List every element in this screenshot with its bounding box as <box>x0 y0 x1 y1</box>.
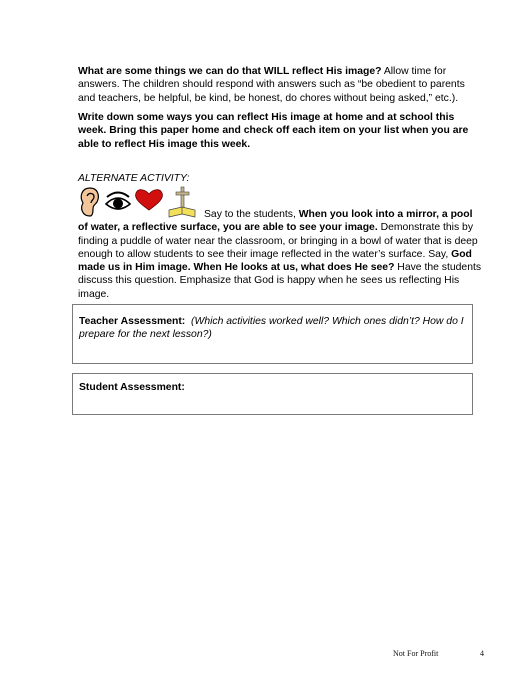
page-number: 4 <box>480 649 484 658</box>
eye-icon <box>106 193 130 210</box>
heart-icon <box>136 190 163 210</box>
paragraph-reflect-question <box>78 65 483 105</box>
paragraph-write-down: Write down some ways you can reflect His image at home and at school this week. Bring this paper home and check off each item on your list when you are able to reflect His image this week. <box>78 112 469 150</box>
teacher-assessment-question: (Which activities worked well? Which ones didn’t? How do I prepare for the next lesson?) <box>79 316 464 341</box>
instruction-say: Say to the students, <box>204 209 299 220</box>
alternate-activity-label: ALTERNATE ACTIVITY: <box>78 173 190 184</box>
teacher-assessment-box <box>72 304 473 364</box>
footer-note: Not For Profit <box>393 649 439 658</box>
reflect-answers: Allow time for answers. The children should respond with answers such as “be obedient to parents and teachers, be helpful, be kind, be honest, do chores without being asked,” etc.). <box>78 66 465 104</box>
reflect-question: What are some things we can do that WILL reflect His image? <box>78 66 382 77</box>
discussion-text: Have the students discuss this question. Emphasize that God is happy when he sees us reflecting His image. <box>78 262 482 300</box>
teacher-assessment-text <box>79 315 464 342</box>
student-assessment-label: Student Assessment: <box>79 382 185 393</box>
demonstration-text: Demonstrate this by finding a puddle of water near the classroom, or bringing in a bowl of water that is deep enough to allow students to see their image reflected in the water’s surface. Say, <box>78 222 478 260</box>
student-assessment-box <box>72 373 473 415</box>
teacher-assessment-label: Teacher Assessment: <box>79 316 186 327</box>
paragraph-alternate-activity <box>78 208 483 301</box>
god-image-question: God made us in Him image. When He looks at us, what does He see? <box>78 248 472 274</box>
mirror-statement: When you look into a mirror, a pool of water, a reflective surface, you are able to see your image. <box>78 209 473 234</box>
